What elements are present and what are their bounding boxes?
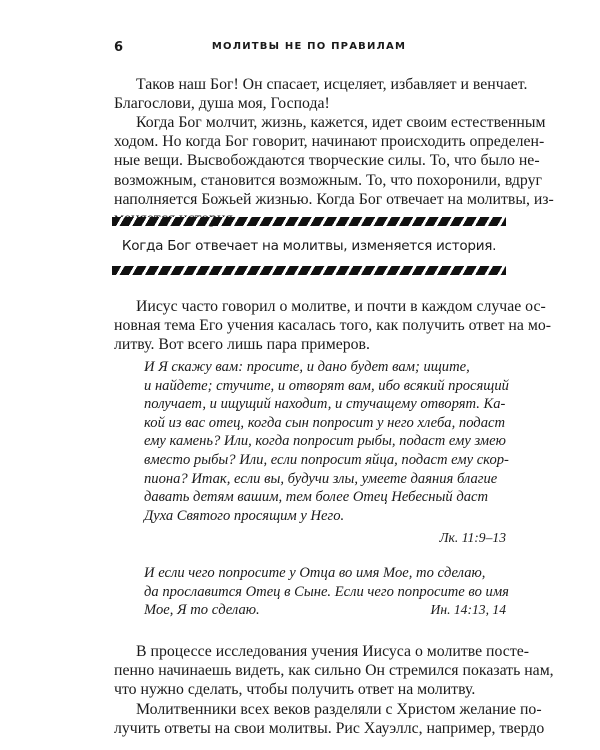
paragraph-2	[114, 113, 554, 228]
quote-line: и найдете; стучите, и отворят вам, ибо всякий просящий	[144, 377, 509, 394]
quote-line: ему камень? Или, когда попросит рыбы, подаст ему змею	[144, 433, 506, 450]
quote-line: да прославится Отец в Сыне. Если чего попросите во имя	[144, 583, 509, 600]
quote-line: давать детям вашим, тем более Отец Небесный даст	[144, 489, 489, 506]
text-line: пенно начинаешь видеть, как сильно Он стремился показать нам,	[114, 662, 554, 680]
text-line: Молитвенники всех веков разделяли с Христом желание по-	[136, 701, 542, 718]
pull-quote: Когда Бог отвечает на молитвы, изменяется история.	[121, 238, 497, 254]
paragraph-3	[114, 297, 551, 355]
decorative-stripe-bottom	[112, 266, 506, 275]
text-line: новная тема Его учения касалась того, как получить ответ на мо-	[114, 317, 551, 335]
quote-line: пиона? Итак, если вы, будучи злы, умеете даяния благие	[144, 470, 498, 487]
paragraph-4	[114, 642, 554, 700]
page-header	[114, 40, 504, 56]
paragraph-5	[114, 700, 545, 738]
text-line: Когда Бог молчит, жизнь, кажется, идет своим естественным	[136, 114, 546, 131]
quote-line: И Я скажу вам: просите, и дано будет вам; ищите,	[144, 359, 470, 375]
text-line: Таков наш Бог! Он спасает, исцеляет, избавляет и венчает.	[136, 76, 528, 93]
quote-line: вместо рыбы? Или, если попросит яйца, подаст ему скор-	[144, 451, 509, 468]
text-line: ходом. Но когда Бог говорит, начинают происходить определен-	[114, 133, 545, 151]
scripture-quote-luke	[144, 358, 509, 525]
text-line: возможным, становится возможным. То, что похоронили, вдруг	[114, 171, 543, 189]
text-line: лучить ответы на свои молитвы. Рис Хауэллс, например, твердо	[114, 720, 545, 738]
text-line: что нужно сделать, чтобы получить ответ на молитву.	[114, 681, 476, 699]
page-number: 6	[114, 40, 124, 55]
text-line: Иисус часто говорил о молитве, и почти в каждом случае ос-	[136, 298, 546, 315]
text-line: ные вещи. Высвобождаются творческие силы. То, что было не-	[114, 152, 540, 170]
text-line: литву. Вот всего лишь пара примеров.	[114, 336, 370, 354]
decorative-stripe-top	[112, 217, 506, 226]
running-title: МОЛИТВЫ НЕ ПО ПРАВИЛАМ	[211, 41, 407, 52]
scripture-reference-john: Ин. 14:13, 14	[430, 602, 506, 617]
paragraph-1	[114, 75, 528, 113]
quote-line: кой из вас отец, когда сын попросит у него хлеба, подаст	[144, 414, 506, 431]
text-line: Благослови, душа моя, Господа!	[114, 95, 330, 113]
scripture-reference-luke: Лк. 11:9–13	[439, 530, 506, 545]
quote-line: Духа Святого просящим у Него.	[144, 507, 345, 524]
text-line: наполняется Божьей жизнью. Когда Бог отвечает на молитвы, из-	[114, 190, 554, 208]
quote-line: И если чего попросите у Отца во имя Мое, то сделаю,	[144, 565, 486, 581]
text-line: В процессе исследования учения Иисуса о молитве посте-	[136, 643, 529, 660]
quote-line: Мое, Я то сделаю.	[144, 602, 260, 619]
quote-line: получает, и ищущий находит, и стучащему отворят. Ка-	[144, 396, 506, 413]
